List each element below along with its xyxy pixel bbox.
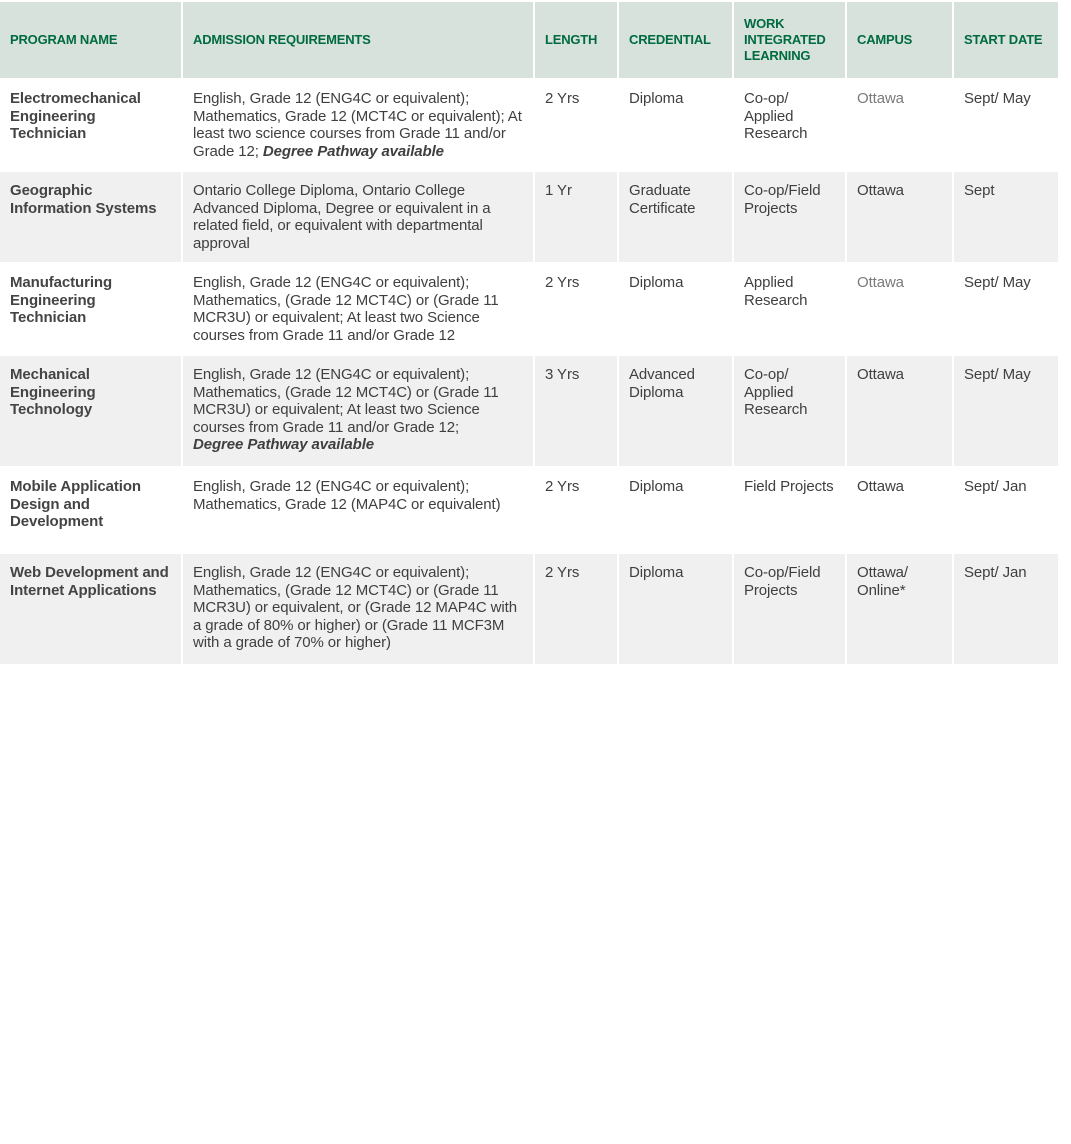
admission-requirements (183, 80, 533, 170)
program-length: 2 Yrs (535, 468, 617, 552)
table-row (0, 468, 1058, 552)
start-date: Sept/ Jan (954, 554, 1058, 664)
credential: Diploma (619, 264, 732, 354)
table-row (0, 172, 1058, 262)
credential: Diploma (619, 468, 732, 552)
work-integrated-learning: Co-op/Field Projects (734, 172, 845, 262)
work-integrated-learning: Co-op/ Applied Research (734, 80, 845, 170)
header-start-date: START DATE (954, 2, 1058, 78)
table-row (0, 264, 1058, 354)
table-row (0, 80, 1058, 170)
program-name: Electromechanical Engineering Technician (0, 80, 181, 170)
credential: Graduate Certificate (619, 172, 732, 262)
program-name: Web Development and Internet Applications (0, 554, 181, 664)
program-length: 2 Yrs (535, 80, 617, 170)
campus: Ottawa (847, 264, 952, 354)
campus: Ottawa (847, 356, 952, 466)
program-name: Manufacturing Engineering Technician (0, 264, 181, 354)
start-date: Sept/ May (954, 356, 1058, 466)
program-name: Mechanical Engineering Technology (0, 356, 181, 466)
header-work-integrated-learning: WORK INTEGRATED LEARNING (734, 2, 845, 78)
program-length: 2 Yrs (535, 554, 617, 664)
work-integrated-learning: Co-op/ Applied Research (734, 356, 845, 466)
campus: Ottawa (847, 172, 952, 262)
program-length: 1 Yr (535, 172, 617, 262)
credential: Diploma (619, 80, 732, 170)
start-date: Sept/ May (954, 264, 1058, 354)
table-row (0, 554, 1058, 664)
header-program-name: PROGRAM NAME (0, 2, 181, 78)
admission-requirements: English, Grade 12 (ENG4C or equivalent); Mathematics, Grade 12 (MAP4C or equivalent) (183, 468, 533, 552)
campus: Ottawa (847, 468, 952, 552)
header-campus: CAMPUS (847, 2, 952, 78)
header-admission-requirements: ADMISSION REQUIREMENTS (183, 2, 533, 78)
admission-text: English, Grade 12 (ENG4C or equivalent); Mathematics, (Grade 12 MCT4C) or (Grade 11 MCR3U) or equivalent; At least two Science courses from Grade 11 and/or Grade 12; (193, 366, 499, 436)
degree-pathway-note: Degree Pathway available (262, 142, 444, 160)
program-name: Mobile Application Design and Development (0, 468, 181, 552)
admission-requirements: English, Grade 12 (ENG4C or equivalent); Mathematics, (Grade 12 MCT4C) or (Grade 11 MCR3U) or equivalent; At least two Science courses from Grade 11 and/or Grade 12 (183, 264, 533, 354)
credential: Advanced Diploma (619, 356, 732, 466)
header-length: LENGTH (535, 2, 617, 78)
admission-requirements: English, Grade 12 (ENG4C or equivalent); Mathematics, (Grade 12 MCT4C) or (Grade 11 MCR3U) or equivalent, or (Grade 12 MAP4C with a grade of 80% or higher) or (Grade 11 MCF3M with a grade of 70% or higher) (183, 554, 533, 664)
admission-requirements: Ontario College Diploma, Ontario College Advanced Diploma, Degree or equivalent in a related field, or equivalent with departmental approval (183, 172, 533, 262)
admission-text: English, Grade 12 (ENG4C or equivalent); Mathematics, Grade 12 (MCT4C or equivalent); At least two science courses from Grade 11 and/or Grade 12; (193, 90, 522, 160)
campus: Ottawa/ Online* (847, 554, 952, 664)
start-date: Sept (954, 172, 1058, 262)
work-integrated-learning: Field Projects (734, 468, 845, 552)
table-header-row (0, 2, 1058, 78)
admission-requirements (183, 356, 533, 466)
start-date: Sept/ May (954, 80, 1058, 170)
start-date: Sept/ Jan (954, 468, 1058, 552)
header-credential: CREDENTIAL (619, 2, 732, 78)
work-integrated-learning: Applied Research (734, 264, 845, 354)
program-length: 2 Yrs (535, 264, 617, 354)
program-length: 3 Yrs (535, 356, 617, 466)
table-row (0, 356, 1058, 466)
program-name: Geographic Information Systems (0, 172, 181, 262)
work-integrated-learning: Co-op/Field Projects (734, 554, 845, 664)
credential: Diploma (619, 554, 732, 664)
degree-pathway-note: Degree Pathway available (193, 436, 375, 453)
campus: Ottawa (847, 80, 952, 170)
